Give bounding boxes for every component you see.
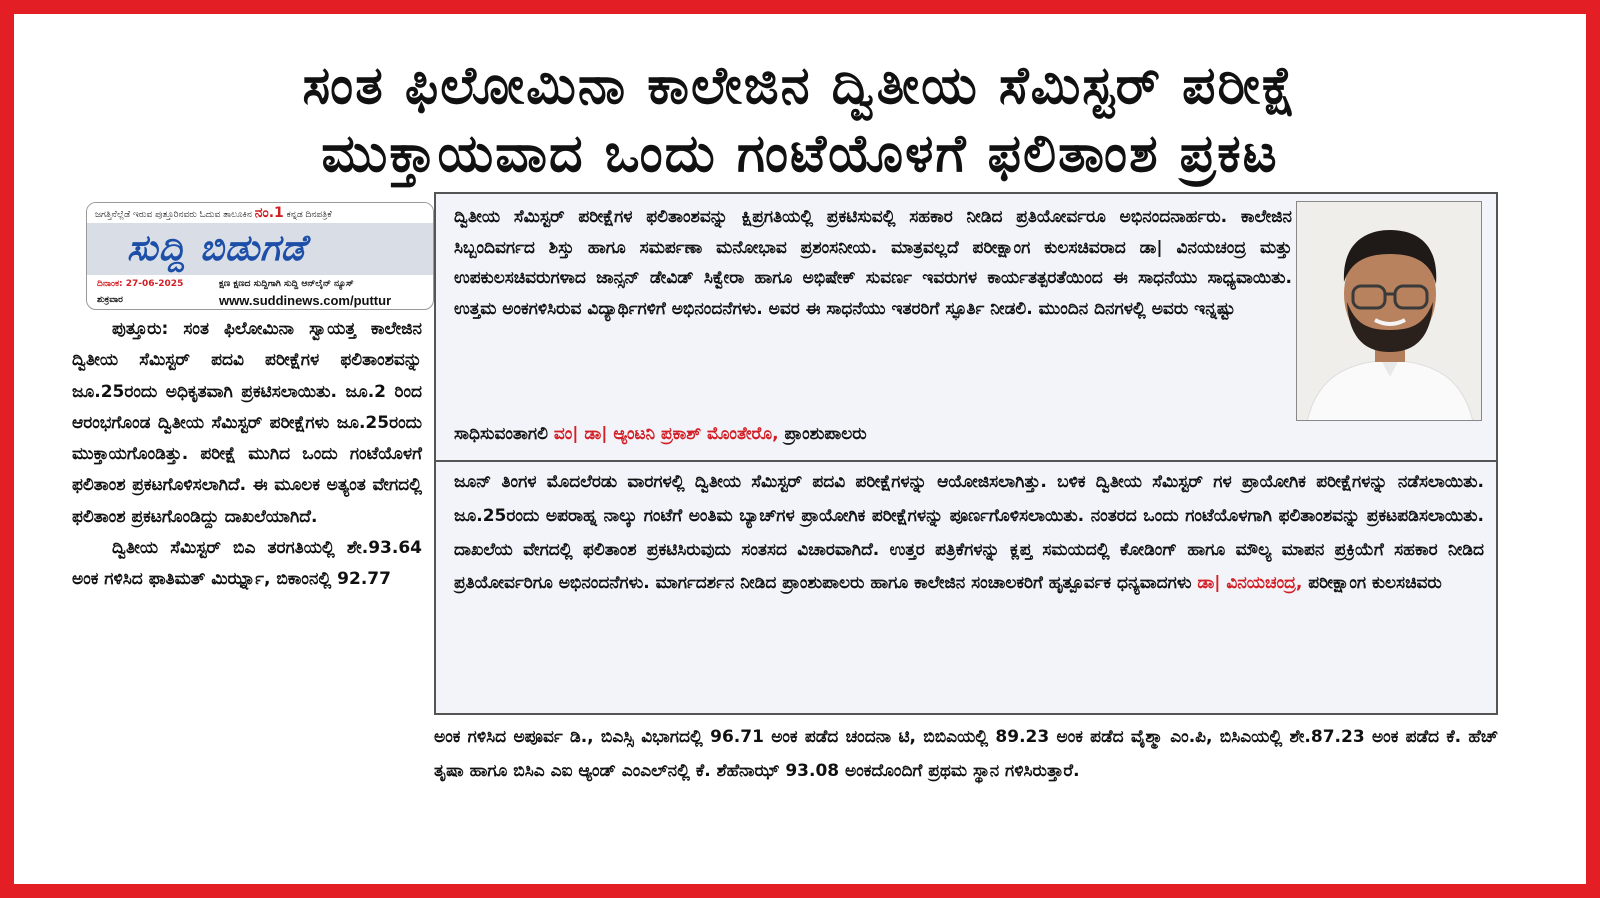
- left-column-article: [72, 314, 422, 596]
- portrait-image: [1297, 202, 1482, 421]
- principal-quote: ದ್ವಿತೀಯ ಸೆಮಿಸ್ಟರ್ ಪರೀಕ್ಷೆಗಳ ಫಲಿತಾಂಶವನ್ನು ಕ್ಷಿಪ್ರಗತಿಯಲ್ಲಿ ಪ್ರಕಟಿಸುವಲ್ಲಿ ಸಹಕಾರ ನೀಡಿದ ಪ್ರತಿಯೋರ್ವರೂ ಅಭಿನಂದನಾರ್ಹರು. ಕಾಲೇಜಿನ ಸಿಬ್ಬಂದಿವರ್ಗದ ಶಿಸ್ತು ಹಾಗೂ ಸಮರ್ಪಣಾ ಮನೋಭಾವ ಪ್ರಶಂಸನೀಯ. ಮಾತ್ರವಲ್ಲದೆ ಪರೀಕ್ಷಾಂಗ ಕುಲಸಚಿವರಾದ ಡಾ| ವಿನಯಚಂದ್ರ ಮತ್ತು ಉಪಕುಲಸಚಿವರುಗಳಾದ ಜಾನ್ಸನ್ ಡೇವಿಡ್ ಸಿಕ್ವೇರಾ ಹಾಗೂ ಅಭಿಷೇಕ್ ಸುವರ್ಣ ಇವರುಗಳ ಕಾರ್ಯತತ್ಪರತೆಯಿಂದ ಈ ಸಾಧನೆಯು ಸಾಧ್ಯವಾಯಿತು. ಉತ್ತಮ ಅಂಕಗಳಿಸಿರುವ ವಿದ್ಯಾರ್ಥಿಗಳಿಗೆ ಅಭಿನಂದನೆಗಳು. ಅವರ ಈ ಸಾಧನೆಯು ಇತರರಿಗೆ ಸ್ಫೂರ್ತಿ ನೀಡಲಿ. ಮುಂದಿನ ದಿನಗಳಲ್ಲಿ ಅವರು ಇನ್ನಷ್ಟು: [454, 207, 1292, 319]
- box-divider: [436, 460, 1496, 462]
- newspaper-masthead: [86, 202, 434, 310]
- left-paragraph-2: ದ್ವಿತೀಯ ಸೆಮಿಸ್ಟರ್ ಬಿಎ ತರಗತಿಯಲ್ಲಿ ಶೇ.93.64 ಅಂಕ ಗಳಿಸಿದ ಫಾತಿಮತ್ ಮಿರ್ಝ್ನಾ, ಬಿಕಾಂನಲ್ಲಿ 92.77: [72, 538, 422, 590]
- bottom-paragraph: ಅಂಕ ಗಳಿಸಿದ ಅಪೂರ್ವ ಡಿ., ಬಿಎಸ್ಸಿ ವಿಭಾಗದಲ್ಲಿ 96.71 ಅಂಕ ಪಡೆದ ಚಂದನಾ ಟಿ, ಬಿಬಿಎಯಲ್ಲಿ 89.23 ಅಂಕ ಪಡೆದ ವೈಶ್ಮಾ ಎಂ.ಪಿ, ಬಿಸಿಎಯಲ್ಲಿ ಶೇ.87.23 ಅಂಕ ಪಡೆದ ಕೆ. ಹೆಚ್ ತೃಷಾ ಹಾಗೂ ಬಿಸಿಎ ಎಐ ಆ್ಯಂಡ್ ಎಂಎಲ್‌ನಲ್ಲಿ ಕೆ. ಶೆಹೆನಾಝ್ 93.08 ಅಂಕದೊಂದಿಗೆ ಪ್ರಥಮ ಸ್ಥಾನ ಗಳಿಸಿರುತ್ತಾರೆ.: [434, 727, 1498, 781]
- masthead-logo: ಸುದ್ದಿ ಬಿಡುಗಡೆ: [127, 228, 307, 269]
- masthead-url: www.suddinews.com/puttur: [219, 293, 392, 308]
- masthead-info-row: [87, 275, 433, 310]
- headline-line-1: ಸಂತ ಫಿಲೋಮಿನಾ ಕಾಲೇಜಿನ ದ್ವಿತೀಯ ಸೆಮಿಸ್ಟರ್ ಪರೀಕ್ಷೆ: [302, 56, 1298, 116]
- masthead-logo-band: [87, 223, 433, 275]
- controller-name: ಡಾ| ವಿನಯಚಂದ್ರ,: [1197, 573, 1303, 594]
- news-page: [14, 14, 1586, 884]
- masthead-day: ಶುಕ್ರವಾರ: [97, 295, 123, 305]
- masthead-date: ದಿನಾಂಕ: 27-06-2025: [97, 279, 184, 289]
- masthead-tagline-2: ಕನ್ನಡ ದಿನಪತ್ರಿಕೆ: [286, 210, 332, 220]
- highlight-box: [434, 192, 1498, 715]
- headline-line-2: ಮುಕ್ತಾಯವಾದ ಒಂದು ಗಂಟೆಯೊಳಗೆ ಫಲಿತಾಂಶ ಪ್ರಕಟ: [321, 124, 1279, 184]
- masthead-rank: ನಂ.1: [254, 205, 284, 221]
- left-paragraph-1: ಪುತ್ತೂರು: ಸಂತ ಫಿಲೋಮಿನಾ ಸ್ವಾಯತ್ತ ಕಾಲೇಜಿನ ದ್ವಿತೀಯ ಸೆಮಿಸ್ಟರ್ ಪದವಿ ಪರೀಕ್ಷೆಗಳ ಫಲಿತಾಂಶವನ್ನು ಜೂ.25ರಂದು ಅಧಿಕೃತವಾಗಿ ಪ್ರಕಟಿಸಲಾಯಿತು. ಜೂ.2 ರಿಂದ ಆರಂಭಗೊಂಡ ದ್ವಿತೀಯ ಸೆಮಿಸ್ಟರ್ ಪರೀಕ್ಷೆಗಳು ಜೂ.25ರಂದು ಮುಕ್ತಾಯಗೊಂಡಿತ್ತು. ಪರೀಕ್ಷೆ ಮುಗಿದ ಒಂದು ಗಂಟೆಯೊಳಗೆ ಫಲಿತಾಂಶ ಪ್ರಕಟಗೊಳಿಸಲಾಗಿದೆ. ಈ ಮೂಲಕ ಅತ್ಯಂತ ವೇಗದಲ್ಲಿ ಫಲಿತಾಂಶ ಪ್ರಕಟಗೊಂಡಿದ್ದು ದಾಖಲೆಯಾಗಿದೆ.: [72, 319, 422, 527]
- principal-quote-ending: [454, 419, 1484, 450]
- principal-name: ವಂ| ಡಾ| ಆ್ಯಂಟನಿ ಪ್ರಕಾಶ್ ಮೊಂತೇರೊ,: [553, 424, 779, 444]
- controller-statement: [454, 466, 1484, 601]
- principal-photo: [1296, 201, 1482, 421]
- headline: [14, 52, 1586, 188]
- quote-tail: ಸಾಧಿಸುವಂತಾಗಲಿ: [454, 424, 548, 444]
- masthead-tagline-row: [87, 203, 433, 223]
- controller-text: ಜೂನ್ ತಿಂಗಳ ಮೊದಲೆರಡು ವಾರಗಳಲ್ಲಿ ದ್ವಿತೀಯ ಸೆಮಿಸ್ಟರ್ ಪದವಿ ಪರೀಕ್ಷೆಗಳನ್ನು ಆಯೋಜಿಸಲಾಗಿತ್ತು. ಬಳಿಕ ದ್ವಿತೀಯ ಸೆಮಿಸ್ಟರ್ ಗಳ ಪ್ರಾಯೋಗಿಕ ಪರೀಕ್ಷೆಗಳನ್ನು ನಡೆಸಲಾಯಿತು. ಜೂ.25ರಂದು ಅಪರಾಹ್ನ ನಾಲ್ಕು ಗಂಟೆಗೆ ಅಂತಿಮ ಬ್ಯಾಚ್‌ಗಳ ಪ್ರಾಯೋಗಿಕ ಪರೀಕ್ಷೆಗಳನ್ನು ಪೂರ್ಣಗೊಳಿಸಲಾಯಿತು. ನಂತರದ ಒಂದು ಗಂಟೆಯೊಳಗಾಗಿ ಫಲಿತಾಂಶವನ್ನು ಪ್ರಕಟಪಡಿಸಲಾಯಿತು. ದಾಖಲೆಯ ವೇಗದಲ್ಲಿ ಫಲಿತಾಂಶ ಪ್ರಕಟಿಸಿರುವುದು ಸಂತಸದ ವಿಚಾರವಾಗಿದೆ. ಉತ್ತರ ಪತ್ರಿಕೆಗಳನ್ನು ಕ್ಲಪ್ತ ಸಮಯದಲ್ಲಿ ಕೋಡಿಂಗ್ ಹಾಗೂ ಮೌಲ್ಯ ಮಾಪನ ಪ್ರಕ್ರಿಯೆಗೆ ಸಹಕಾರ ನೀಡಿದ ಪ್ರತಿಯೋರ್ವರಿಗೂ ಅಭಿನಂದನೆಗಳು. ಮಾರ್ಗದರ್ಶನ ನೀಡಿದ ಪ್ರಾಂಶುಪಾಲರು ಹಾಗೂ ಕಾಲೇಜಿನ ಸಂಚಾಲಕರಿಗೆ ಹೃತ್ಪೂರ್ವಕ ಧನ್ಯವಾದಗಳು: [454, 472, 1484, 594]
- masthead-tagline: ಜಗತ್ತಿನೆಲ್ಲೆಡೆ ಇರುವ ಪುತ್ತೂರಿನವರು ಓದುವ ತಾಲೂಕಿನ: [95, 210, 252, 220]
- principal-role: ಪ್ರಾಂಶುಪಾಲರು: [784, 424, 867, 444]
- masthead-subtag: ಕ್ಷಣ ಕ್ಷಣದ ಸುದ್ದಿಗಾಗಿ ಸುದ್ದಿ ಆನ್‌ಲೈನ್ ನ್ಯೂಸ್: [219, 279, 354, 289]
- controller-role: ಪರೀಕ್ಷಾಂಗ ಕುಲಸಚಿವರು: [1308, 573, 1442, 594]
